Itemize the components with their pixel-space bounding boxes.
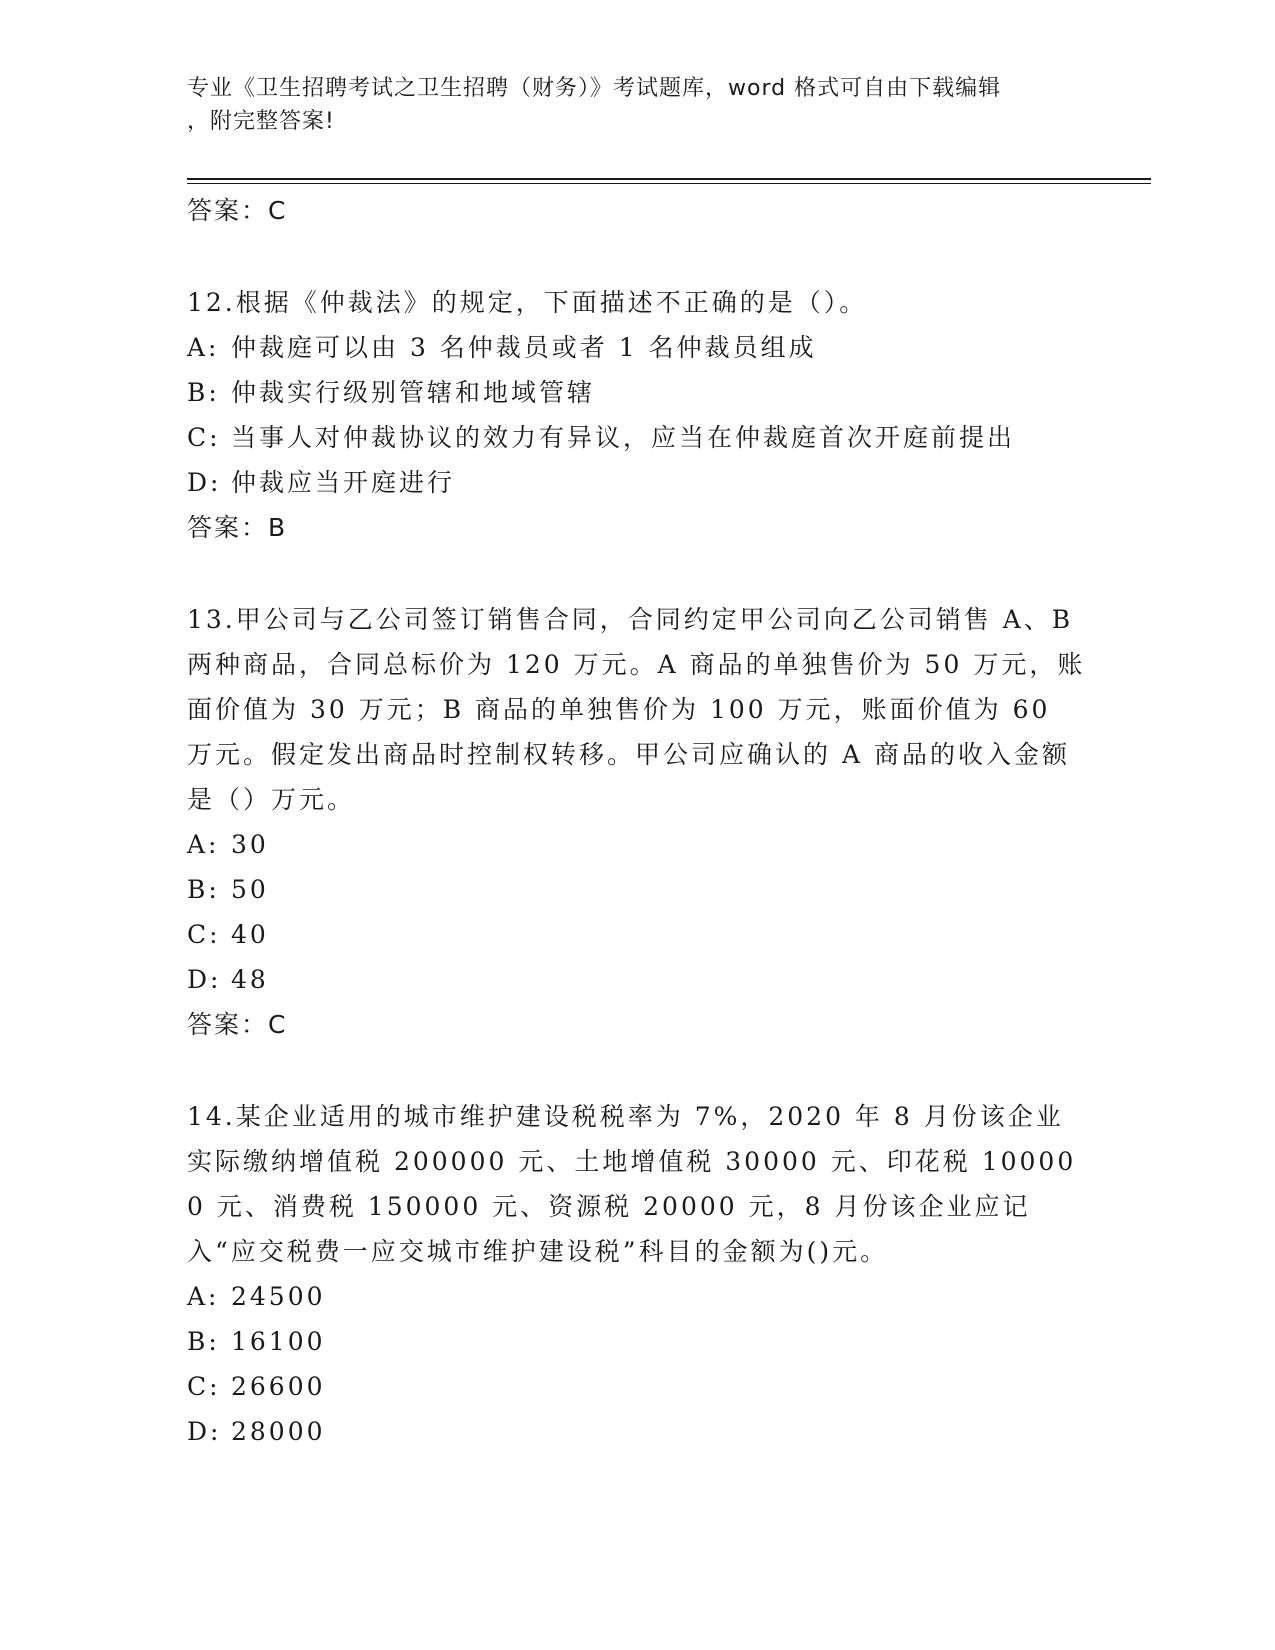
- option-text: 26600: [231, 1372, 326, 1401]
- option-label: C:: [187, 920, 221, 949]
- answer-line: 答案：B: [187, 513, 288, 542]
- option-label: D:: [187, 468, 222, 497]
- question-stem: 14.某企业适用的城市维护建设税税率为 7%，2020 年 8 月份该企业实际缴纳增值税 200000 元、土地增值税 30000 元、印花税 100000 元、消费税 150000 元、资源税 20000 元，8 月份该企业应记入“应交税费一应交城市维护建设税”科目的金额为()元。: [187, 1102, 1077, 1266]
- option-label: A:: [187, 333, 220, 362]
- option-text: 28000: [231, 1417, 326, 1446]
- option-d: [187, 460, 1087, 505]
- option-b: [187, 867, 1087, 912]
- option-text: 50: [231, 875, 269, 904]
- option-label: D:: [187, 965, 222, 994]
- option-text: 当事人对仲裁协议的效力有异议，应当在仲裁庭首次开庭前提出: [231, 423, 1016, 452]
- question-stem: 12.根据《仲裁法》的规定，下面描述不正确的是（）。: [187, 288, 868, 317]
- option-a: [187, 822, 1087, 867]
- option-a: [187, 325, 1087, 370]
- option-b: [187, 1319, 1087, 1364]
- option-c: [187, 912, 1087, 957]
- option-b: [187, 370, 1087, 415]
- option-text: 仲裁实行级别管辖和地域管辖: [231, 378, 596, 407]
- option-label: D:: [187, 1417, 222, 1446]
- question-12: [187, 280, 1087, 550]
- header-divider-thin: [187, 183, 1151, 184]
- option-c: [187, 1364, 1087, 1409]
- previous-answer: 答案：C: [187, 196, 288, 225]
- header-divider-thick: [187, 178, 1151, 180]
- option-text: 48: [231, 965, 269, 994]
- option-a: [187, 1274, 1087, 1319]
- option-c: [187, 415, 1087, 460]
- option-label: B:: [187, 378, 220, 407]
- option-text: 16100: [231, 1327, 326, 1356]
- question-list: [187, 188, 1087, 1454]
- answer-line: 答案：C: [187, 1010, 288, 1039]
- document-header: [187, 72, 1067, 138]
- option-text: 40: [231, 920, 269, 949]
- option-label: C:: [187, 423, 221, 452]
- option-d: [187, 957, 1087, 1002]
- option-label: C:: [187, 1372, 221, 1401]
- option-label: B:: [187, 1327, 220, 1356]
- question-14: [187, 1094, 1087, 1454]
- option-text: 30: [231, 830, 269, 859]
- question-13: [187, 597, 1087, 1047]
- question-stem: 13.甲公司与乙公司签订销售合同，合同约定甲公司向乙公司销售 A、B 两种商品，合同总标价为 120 万元。A 商品的单独售价为 50 万元，账面价值为 30 万元；B 商品的单独售价为 100 万元，账面价值为 60 万元。假定发出商品时控制权转移。甲公司应确认的 A 商品的收入金额是（）万元。: [187, 605, 1086, 814]
- option-text: 仲裁应当开庭进行: [231, 468, 456, 497]
- header-line-1: 专业《卫生招聘考试之卫生招聘（财务）》考试题库，word 格式可自由下载编辑: [187, 76, 1002, 101]
- option-text: 24500: [231, 1282, 326, 1311]
- option-label: A:: [187, 830, 220, 859]
- option-text: 仲裁庭可以由 3 名仲裁员或者 1 名仲裁员组成: [231, 333, 817, 362]
- option-label: B:: [187, 875, 220, 904]
- option-label: A:: [187, 1282, 220, 1311]
- header-line-2: ，附完整答案!: [187, 109, 335, 134]
- option-d: [187, 1409, 1087, 1454]
